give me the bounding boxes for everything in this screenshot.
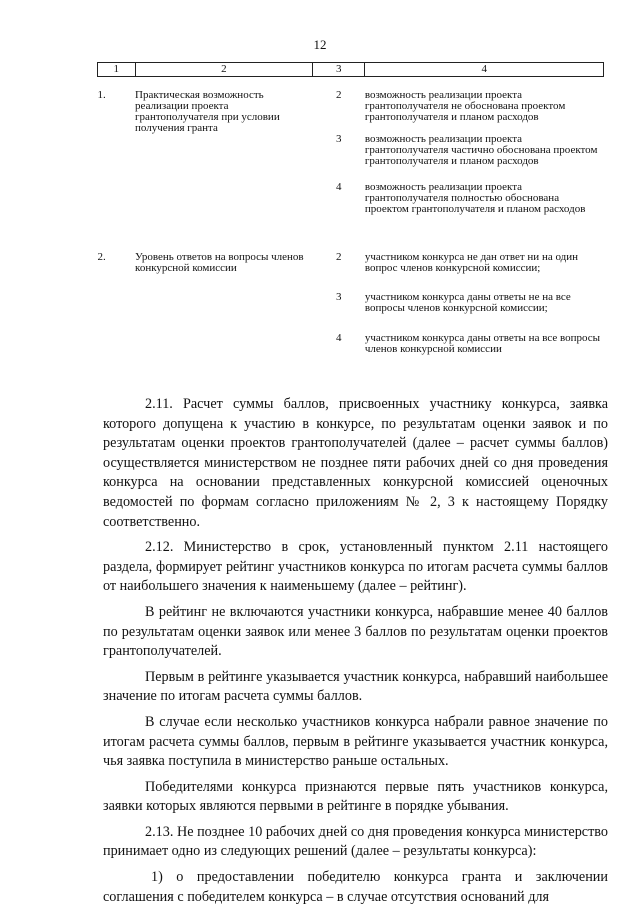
criteria-table	[97, 62, 604, 369]
paragraph-rating-exclusion: В рейтинг не включаются участники конкурса, набравшие менее 40 баллов по результатам оценки заявок или менее 3 баллов по результатам оценки проектов грантополучателей.	[103, 603, 608, 660]
body-text	[103, 395, 608, 913]
paragraph-rating-tie: В случае если несколько участников конкурса набрали равное значение по итогам расчета суммы баллов, первым в рейтинге указывается участник конкурса, чья заявка поступила в министерство раньше остальных.	[103, 713, 608, 770]
row-number	[98, 134, 136, 182]
table-row	[98, 252, 604, 292]
table-row	[98, 292, 604, 333]
row-number	[98, 292, 136, 333]
paragraph-2-13: 2.13. Не позднее 10 рабочих дней со дня проведения конкурса министерство принимает одно из следующих решений (далее – результаты конкурса):	[103, 823, 608, 860]
page-number: 12	[313, 37, 327, 52]
header-col-4: 4	[365, 63, 604, 77]
criterion-name	[135, 292, 313, 333]
paragraph-winners: Победителями конкурса признаются первые пять участников конкурса, заявки которых являются первыми в рейтинге в порядке убывания.	[103, 778, 608, 815]
score-description: возможность реализации проекта грантополучателя не обоснована проектом грантополучателя и планом расходов	[364, 89, 566, 123]
score-value: 4	[335, 332, 342, 344]
row-number: 2.	[97, 251, 106, 263]
table-header-row	[98, 63, 604, 77]
score-description: участником конкурса не дан ответ ни на один вопрос членов конкурсной комиссии;	[364, 251, 579, 274]
row-number	[98, 182, 136, 252]
paragraph-2-11: 2.11. Расчет суммы баллов, присвоенных участнику конкурса, заявка которого допущена к участию в конкурсе, по результатам оценки заявок и по результатам оценки проектов грантополучателей (далее – расчет суммы баллов) осуществляется министерством не позднее пяти рабочих дней со дня проведения конкурса на основании представленных конкурсной комиссией оценочных ведомостей по формам согласно приложениям № 2, 3 к настоящему Порядку соответственно.	[103, 396, 608, 530]
paragraph-2-12: 2.12. Министерство в срок, установленный пунктом 2.11 настоящего раздела, формирует рейтинг участников конкурса по итогам расчета суммы баллов от наибольшего значения к наименьшему (далее – рейтинг).	[103, 539, 608, 595]
row-number: 1.	[97, 89, 106, 101]
header-col-3: 3	[313, 63, 365, 77]
score-description: участником конкурса даны ответы не на все вопросы членов конкурсной комиссии;	[364, 291, 571, 314]
criterion-name	[135, 182, 313, 252]
paragraph-rating-first: Первым в рейтинге указывается участник конкурса, набравший наибольшее значение по итогам расчета суммы баллов.	[103, 668, 608, 705]
score-value: 2	[335, 251, 342, 263]
score-description: возможность реализации проекта грантополучателя полностью обоснована проектом грантополучателя и планом расходов	[364, 181, 586, 215]
score-description: возможность реализации проекта грантополучателя частично обоснована проектом грантополучателя и планом расходов	[364, 133, 598, 167]
criterion-name	[135, 333, 313, 369]
row-number	[98, 333, 136, 369]
criterion-name	[135, 134, 313, 182]
table-row	[98, 333, 604, 369]
table-row	[98, 134, 604, 182]
score-value: 4	[335, 181, 342, 193]
score-value: 2	[335, 89, 342, 101]
criterion-name: Практическая возможность реализации проекта грантополучателя при условии получения гранта	[135, 89, 280, 134]
header-col-1: 1	[98, 63, 136, 77]
score-value: 3	[335, 291, 342, 303]
score-description: участником конкурса даны ответы на все вопросы членов конкурсной комиссии	[364, 332, 601, 355]
criterion-name: Уровень ответов на вопросы членов конкурсной комиссии	[135, 251, 304, 274]
header-col-2: 2	[135, 63, 313, 77]
table-row	[98, 77, 604, 135]
list-item-1: 1) о предоставлении победителю конкурса гранта и заключении соглашения с победителем конкурса – в случае отсутствия оснований для	[103, 869, 608, 905]
score-value: 3	[335, 133, 342, 145]
table-row	[98, 182, 604, 252]
